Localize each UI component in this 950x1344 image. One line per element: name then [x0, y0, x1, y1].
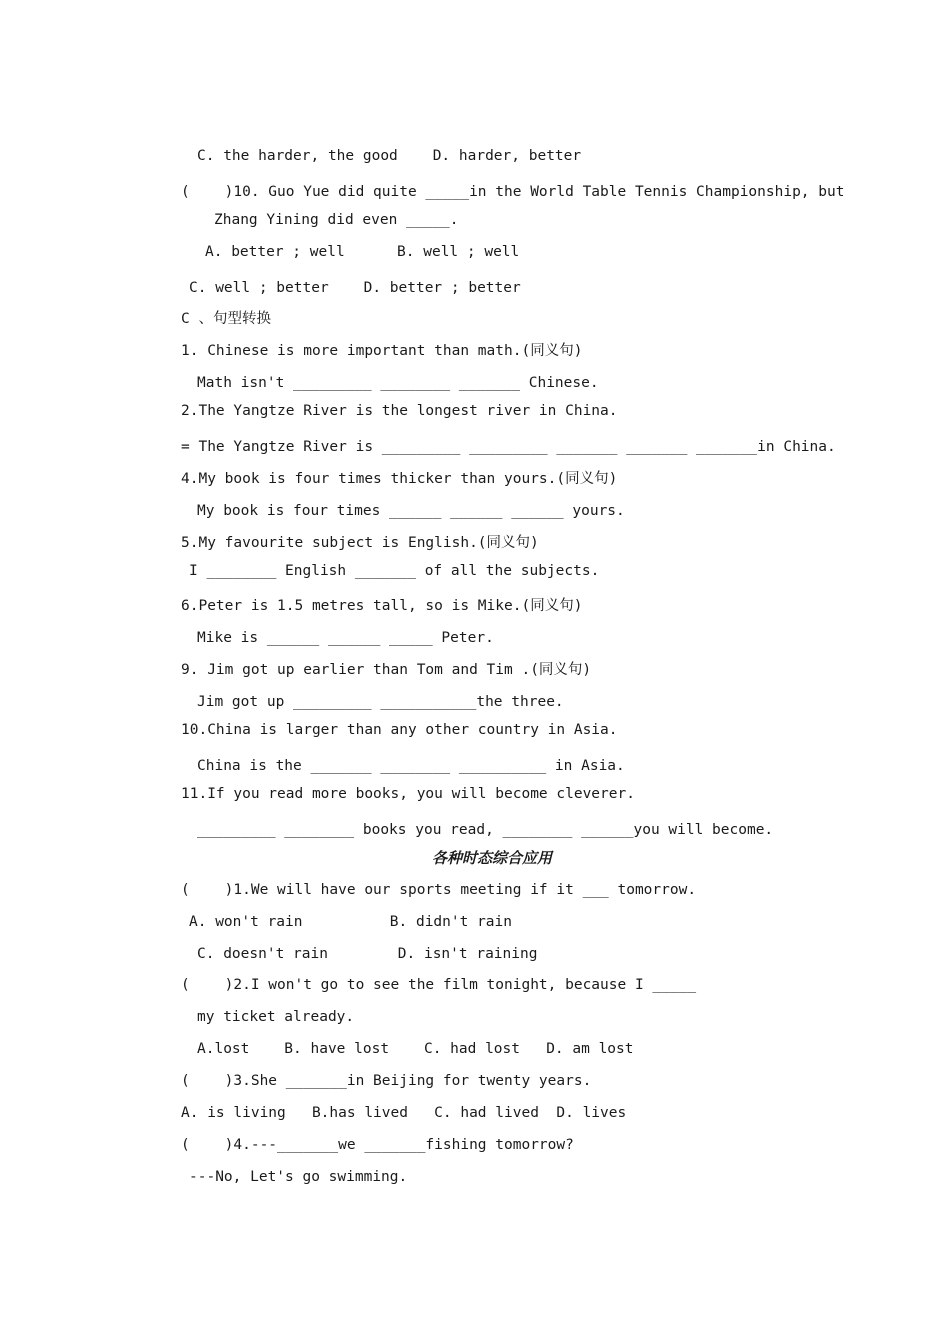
- q9-options-cd: C. the harder, the good D. harder, better: [197, 148, 582, 164]
- c-q11-answer: _________ ________ books you read, ________ ______you will become.: [197, 822, 774, 838]
- tense-section-title: 各种时态综合应用: [432, 849, 553, 867]
- t-q1-options-ab: A. won't rain B. didn't rain: [189, 914, 513, 930]
- c-q1: 1. Chinese is more important than math.(同义句): [181, 343, 583, 359]
- t-q2-options: A.lost B. have lost C. had lost D. am lost: [197, 1041, 634, 1057]
- t-q2-line2: my ticket already.: [197, 1009, 355, 1025]
- c-q10-answer: China is the _______ ________ __________ in Asia.: [197, 758, 625, 774]
- c-q4-answer: My book is four times ______ ______ ______ yours.: [197, 503, 625, 519]
- c-q5-answer: I ________ English _______ of all the subjects.: [189, 563, 600, 579]
- c-q4: 4.My book is four times thicker than yours.(同义句): [181, 471, 618, 487]
- t-q4-line1: ( )4.---_______we _______fishing tomorrow?: [181, 1137, 574, 1153]
- q10-options-cd: C. well ; better D. better ; better: [189, 280, 521, 296]
- c-q9: 9. Jim got up earlier than Tom and Tim .(同义句): [181, 662, 592, 678]
- t-q1-options-cd: C. doesn't rain D. isn't raining: [197, 946, 538, 962]
- c-q10: 10.China is larger than any other country in Asia.: [181, 722, 618, 738]
- c-q11: 11.If you read more books, you will become cleverer.: [181, 786, 635, 802]
- t-q2-line1: ( )2.I won't go to see the film tonight, because I _____: [181, 977, 697, 993]
- c-q1-answer: Math isn't _________ ________ _______ Chinese.: [197, 375, 599, 391]
- c-q2: 2.The Yangtze River is the longest river in China.: [181, 403, 618, 419]
- c-q6-answer: Mike is ______ ______ _____ Peter.: [197, 630, 494, 646]
- c-q9-answer: Jim got up _________ ___________the three.: [197, 694, 564, 710]
- t-q4-line2: ---No, Let's go swimming.: [189, 1169, 408, 1185]
- t-q3: ( )3.She _______in Beijing for twenty years.: [181, 1073, 592, 1089]
- c-q6: 6.Peter is 1.5 metres tall, so is Mike.(同义句): [181, 598, 583, 614]
- q10-question-line1: ( )10. Guo Yue did quite _____in the World Table Tennis Championship, but: [181, 184, 845, 200]
- c-q5: 5.My favourite subject is English.(同义句): [181, 535, 539, 551]
- t-q1: ( )1.We will have our sports meeting if it ___ tomorrow.: [181, 882, 697, 898]
- section-c-title: C 、句型转换: [181, 311, 271, 327]
- q10-question-line2: Zhang Yining did even _____.: [214, 212, 459, 228]
- c-q2-answer: = The Yangtze River is _________ _________ _______ _______ _______in China.: [181, 439, 836, 455]
- t-q3-options: A. is living B.has lived C. had lived D. lives: [181, 1105, 627, 1121]
- q10-options-ab: A. better ; well B. well ; well: [205, 244, 520, 260]
